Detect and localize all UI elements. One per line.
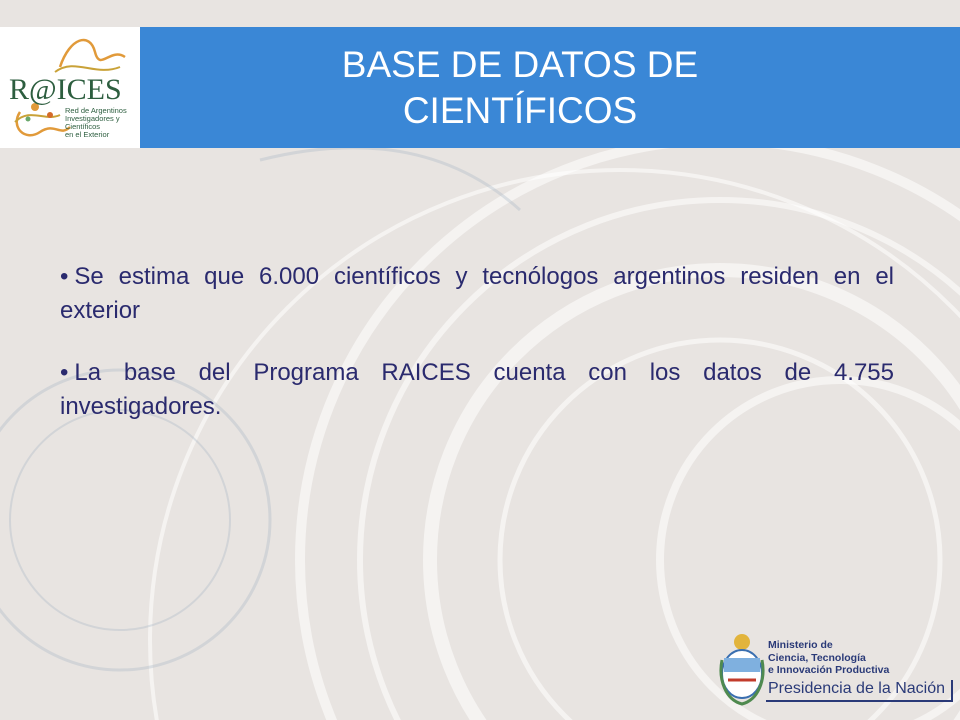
- logo-tagline-line: en el Exterior: [65, 130, 110, 139]
- slide-title-line: BASE DE DATOS DE: [341, 43, 699, 85]
- ministry-name: [768, 639, 889, 677]
- bullet-text: La base del Programa RAICES cuenta con los datos de 4.755 investigadores.: [60, 359, 894, 420]
- presidency-label: Presidencia de la Nación: [766, 680, 953, 702]
- slide-title: [140, 27, 900, 148]
- logo-wordmark: R@ICES: [9, 73, 122, 106]
- bullet-item: [60, 260, 894, 328]
- logo-tagline-line: Red de Argentinos: [65, 106, 127, 115]
- slide-title-line: CIENTÍFICOS: [402, 89, 638, 131]
- ministry-line: e Innovación Productiva: [768, 664, 890, 676]
- ministry-line: Ciencia, Tecnología: [768, 651, 866, 664]
- bullet-marker: •: [60, 359, 69, 386]
- coat-of-arms-icon: [718, 630, 766, 712]
- bullet-list: [60, 260, 894, 452]
- raices-logo: [0, 27, 140, 148]
- logo-tagline-line: Investigadores y: [65, 114, 120, 123]
- ministry-line: Ministerio de: [768, 639, 833, 651]
- bullet-item: [60, 356, 894, 424]
- bullet-text: Se estima que 6.000 científicos y tecnólogos argentinos residen en el exterior: [60, 263, 894, 324]
- logo-tagline: [65, 107, 139, 139]
- header-banner: [0, 27, 960, 148]
- logo-tagline-line: Científicos: [65, 122, 101, 131]
- ministry-logo: [718, 630, 948, 712]
- bullet-marker: •: [60, 263, 69, 290]
